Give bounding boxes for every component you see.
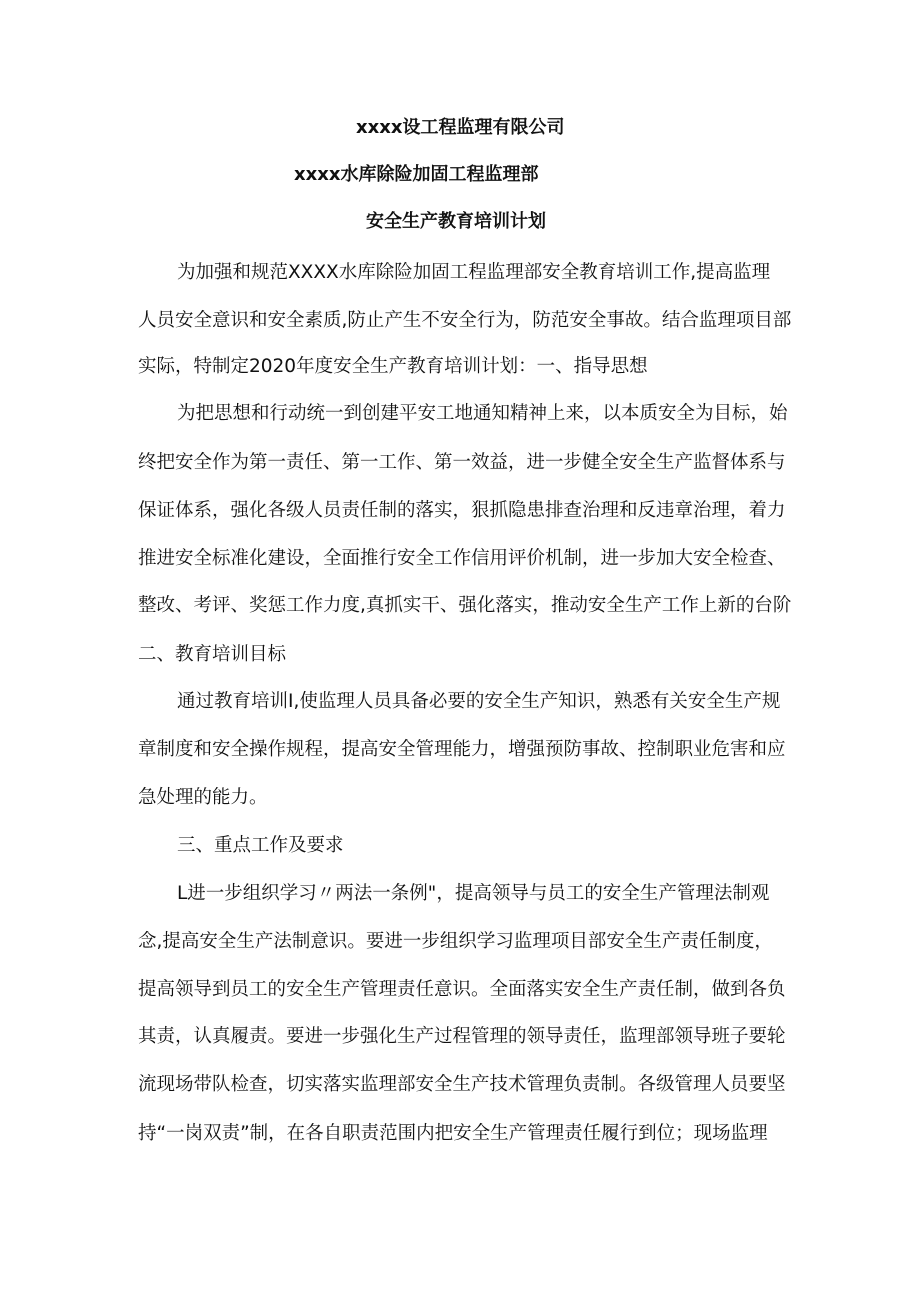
paragraph-line: 章制度和安全操作规程，提高安全管理能力，增强预防事故、控制职业危害和应 <box>138 739 786 760</box>
paragraph-line: 持“一岗双责”制，在各自职责范围内把安全生产管理责任履行到位；现场监理 <box>138 1123 768 1144</box>
paragraph-line: 念,提高安全生产法制意识。要进一步组织学习监理项目部安全生产责任制度， <box>138 931 773 952</box>
paragraph-line: 保证体系，强化各级人员责任制的落实，狠抓隐患排查治理和反违章治理，着力 <box>138 500 786 521</box>
paragraph-line: 其责，认真履责。要进一步强化生产过程管理的领导责任，监理部领导班子要轮 <box>138 1026 786 1047</box>
company-name: xxxx设工程监理有限公司 <box>356 117 565 138</box>
paragraph-line: 通过教育培训I,使监理人员具备必要的安全生产知识，熟悉有关安全生产规 <box>177 691 781 712</box>
paragraph-line: 急处理的能力。 <box>138 787 268 808</box>
paragraph-line: 为把思想和行动统一到创建平安工地通知精神上来，以本质安全为目标，始 <box>177 403 788 424</box>
department-name: xxxx水库除险加固工程监理部 <box>294 164 539 185</box>
paragraph-line: 为加强和规范XXXX水库除险加固工程监理部安全教育培训工作,提高监理 <box>177 262 771 283</box>
section-heading: 二、教育培训目标 <box>138 644 287 665</box>
paragraph-line: 人员安全意识和安全素质,防止产生不安全行为，防范安全事故。结合监理项目部 <box>138 310 792 331</box>
paragraph-line: 推进安全标准化建设，全面推行安全工作信用评价机制，进一步加大安全检查、 <box>138 548 786 569</box>
section-heading: 三、重点工作及要求 <box>177 835 344 856</box>
paragraph-line: 终把安全作为第一责任、第一工作、第一效益，进一步健全安全生产监督体系与 <box>138 452 786 473</box>
paragraph-line: 整改、考评、奖惩工作力度,真抓实干、强化落实，推动安全生产工作上新的台阶 <box>138 595 792 616</box>
paragraph-line: 实际，特制定2020年度安全生产教育培训计划：一、指导思想 <box>138 356 648 377</box>
document-title: 安全生产教育培训计划 <box>366 211 546 232</box>
paragraph-line: L进一步组织学习〃两法一条例"，提高领导与员工的安全生产管理法制观 <box>177 883 770 904</box>
paragraph-line: 流现场带队检查，切实落实监理部安全生产技术管理负责制。各级管理人员要坚 <box>138 1074 786 1095</box>
paragraph-line: 提高领导到员工的安全生产管理责任意识。全面落实安全生产责任制，做到各负 <box>138 979 786 1000</box>
